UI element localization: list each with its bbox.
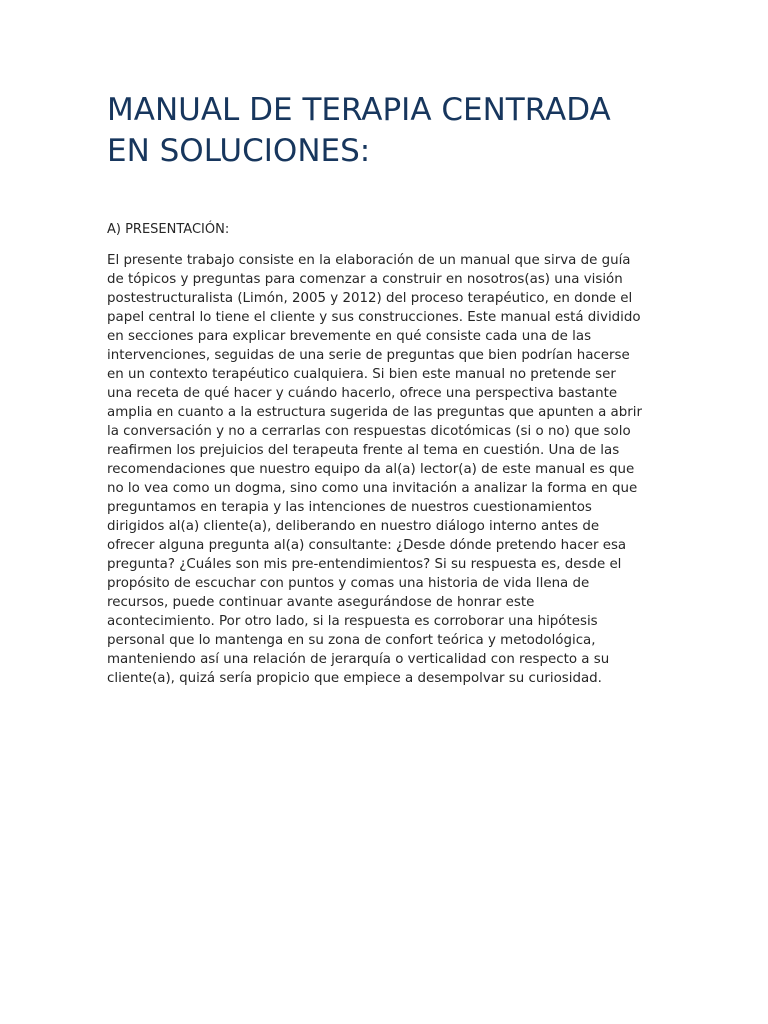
body-line: en secciones para explicar brevemente en qué consiste cada una de las [107, 329, 592, 344]
body-line: propósito de escuchar con puntos y comas una historia de vida llena de [107, 576, 590, 591]
body-line: postestructuralista (Limón, 2005 y 2012) del proceso terapéutico, en donde el [107, 291, 633, 306]
body-line: reafirmen los prejuicios del terapeuta frente al tema en cuestión. Una de las [107, 443, 620, 458]
section-heading: A) PRESENTACIÓN: [107, 222, 230, 237]
body-line: amplia en cuanto a la estructura sugerida de las preguntas que apunten a abrir [107, 405, 642, 420]
body-line: preguntamos en terapia y las intenciones de nuestros cuestionamientos [107, 500, 592, 515]
body-line: personal que lo mantenga en su zona de confort teórica y metodológica, [107, 633, 596, 648]
body-line: pregunta? ¿Cuáles son mis pre-entendimientos? Si su respuesta es, desde el [107, 557, 622, 572]
body-line: cliente(a), quizá sería propicio que empiece a desempolvar su curiosidad. [107, 671, 602, 686]
body-line: El presente trabajo consiste en la elaboración de un manual que sirva de guía [107, 253, 631, 268]
body-line: no lo vea como un dogma, sino como una invitación a analizar la forma en que [107, 481, 638, 496]
body-line: una receta de qué hacer y cuándo hacerlo, ofrece una perspectiva bastante [107, 386, 618, 401]
document-title [107, 90, 727, 172]
body-paragraph [107, 251, 707, 688]
title-line: EN SOLUCIONES: [107, 133, 371, 169]
body-line: la conversación y no a cerrarlas con respuestas dicotómicas (si o no) que solo [107, 424, 631, 439]
title-line: MANUAL DE TERAPIA CENTRADA [107, 92, 611, 128]
body-line: manteniendo así una relación de jerarquía o verticalidad con respecto a su [107, 652, 610, 667]
body-line: acontecimiento. Por otro lado, si la respuesta es corroborar una hipótesis [107, 614, 598, 629]
body-line: dirigidos al(a) cliente(a), deliberando en nuestro diálogo interno antes de [107, 519, 600, 534]
body-line: recursos, puede continuar avante asegurándose de honrar este [107, 595, 535, 610]
body-line: recomendaciones que nuestro equipo da al(a) lector(a) de este manual es que [107, 462, 635, 477]
body-line: ofrecer alguna pregunta al(a) consultante: ¿Desde dónde pretendo hacer esa [107, 538, 627, 553]
body-line: intervenciones, seguidas de una serie de preguntas que bien podrían hacerse [107, 348, 630, 363]
body-line: papel central lo tiene el cliente y sus construcciones. Este manual está dividido [107, 310, 641, 325]
body-line: en un contexto terapéutico cualquiera. Si bien este manual no pretende ser [107, 367, 616, 382]
body-line: de tópicos y preguntas para comenzar a construir en nosotros(as) una visión [107, 272, 623, 287]
